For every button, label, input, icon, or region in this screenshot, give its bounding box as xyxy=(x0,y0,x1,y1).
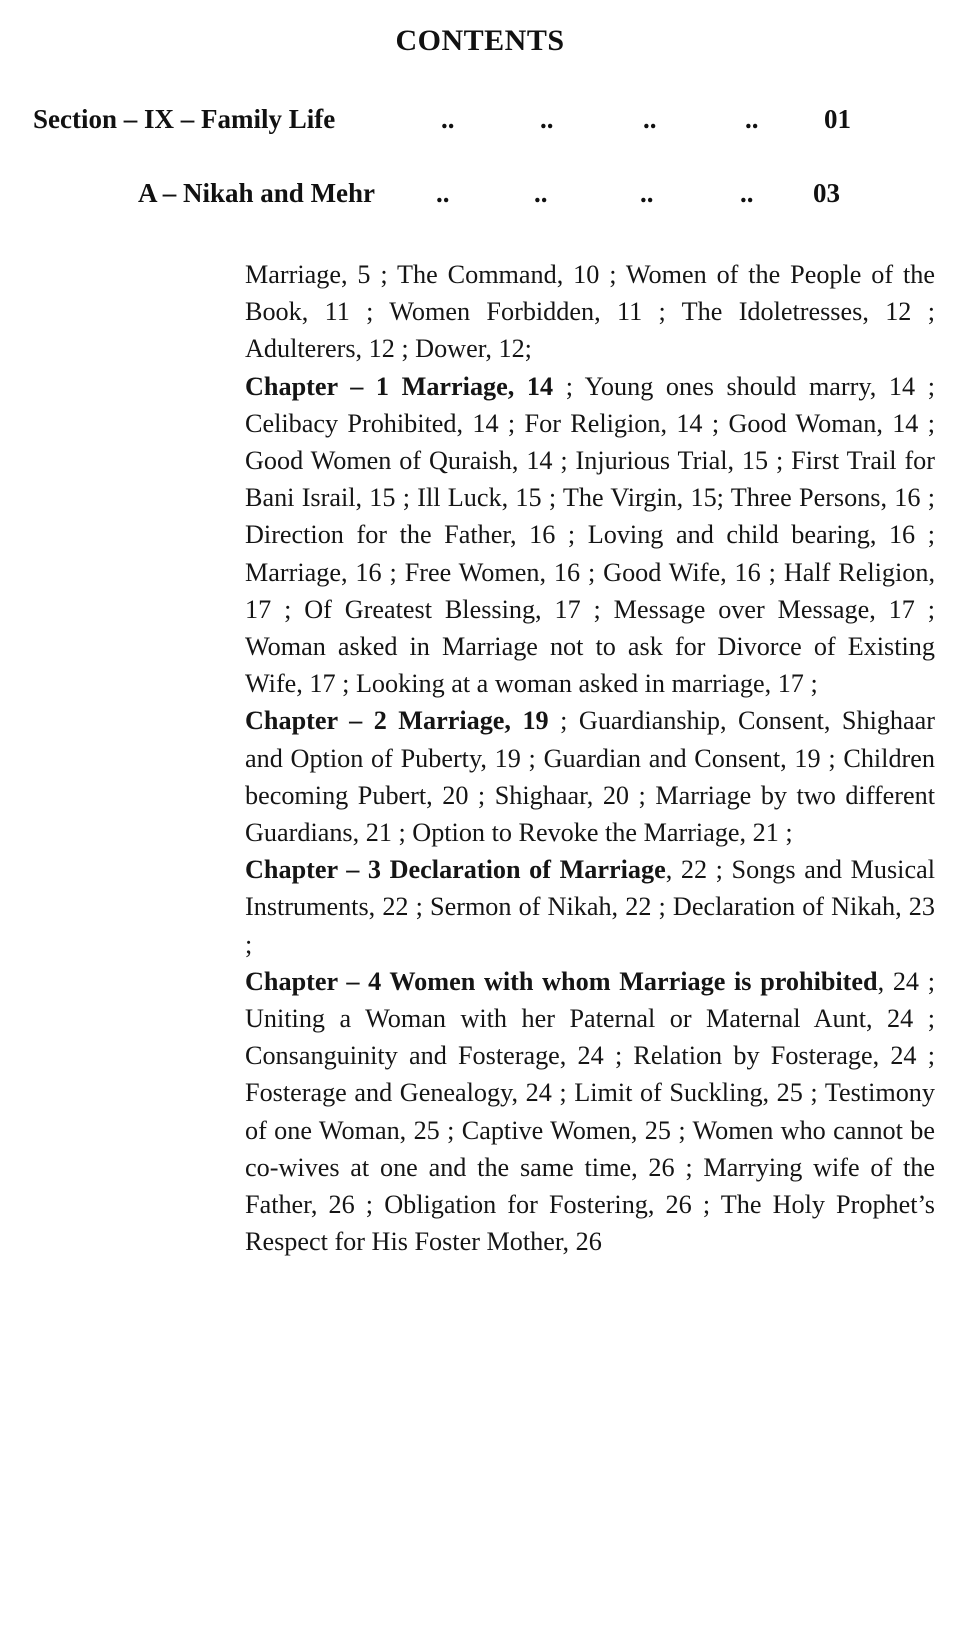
toc-dot-leader: .. xyxy=(740,178,754,208)
paragraph-text: Marriage, 5 ; The Command, 10 ; Women of the People of the Book, 11 ; Women Forbidden, 11 ; The Idoletresses, 12 ; Adulterers, 12 ; Dower, 12; xyxy=(245,260,935,364)
toc-dot-leader: .. xyxy=(640,178,654,208)
chapter-heading: Chapter – 3 Declaration of Marriage xyxy=(245,855,666,885)
toc-page-number: 03 xyxy=(813,178,840,208)
toc-dot-leader: .. xyxy=(540,104,554,134)
toc-dot-leader: .. xyxy=(436,178,450,208)
toc-dot-leader: .. xyxy=(745,104,759,134)
paragraph-text: ; Young ones should marry, 14 ; Celibacy Prohibited, 14 ; For Religion, 14 ; Good Woman, 14 ; Good Women of Quraish, 14 ; Injurious Trial, 15 ; First Trail for Bani Israil, 15 ; Ill Luck, 15 ; The Virgin, 15; Three Persons, 16 ; Direction for the Father, 16 ; Loving and child bearing, 16 ; Marriage, 16 ; Free Women, 16 ; Good Wife, 16 ; Half Religion, 17 ; Of Greatest Blessing, 17 ; Message over Message, 17 ; Woman asked in Marriage not to ask for Divorce of Existing Wife, 17 ; Looking at a woman asked in marriage, 17 ; xyxy=(245,371,935,699)
contents-paragraph-chapter-4 xyxy=(245,963,935,1261)
toc-dot-leader: .. xyxy=(643,104,657,134)
contents-paragraph-chapter-1 xyxy=(245,368,935,703)
chapter-heading: Chapter – 2 Marriage, 19 xyxy=(245,706,549,736)
contents-body xyxy=(245,256,935,1260)
chapter-heading: Chapter – 4 Women with whom Marriage is prohibited xyxy=(245,966,878,996)
contents-paragraph-chapter-2 xyxy=(245,702,935,851)
paragraph-text: , 22 ; Songs and Musical Instruments, 22 ; Sermon of Nikah, 22 ; Declaration of Nikah, 23 ; xyxy=(245,855,935,959)
toc-entry-label: Section – IX – Family Life xyxy=(33,104,336,134)
chapter-heading: Chapter – 1 Marriage, 14 xyxy=(245,371,554,401)
toc-dot-leader: .. xyxy=(441,104,455,134)
contents-paragraph-chapter-3 xyxy=(245,851,935,963)
toc-page-number: 01 xyxy=(824,104,851,134)
contents-paragraph xyxy=(245,256,935,368)
toc-entry-section-ix xyxy=(33,104,851,135)
paragraph-text: , 24 ; Uniting a Woman with her Paternal or Maternal Aunt, 24 ; Consanguinity and Fosterage, 24 ; Relation by Fosterage, 24 ; Fosterage and Genealogy, 24 ; Limit of Suckling, 25 ; Testimony of one Woman, 25 ; Captive Women, 25 ; Women who cannot be co-wives at one and the same time, 26 ; Marrying wife of the Father, 26 ; Obligation for Fostering, 26 ; The Holy Prophet’s Respect for His Foster Mother, 26 xyxy=(245,966,935,1257)
page-title: CONTENTS xyxy=(395,24,565,57)
toc-entry-label: A – Nikah and Mehr xyxy=(138,178,376,208)
toc-entry-nikah-and-mehr xyxy=(138,178,840,209)
paragraph-text: ; Guardianship, Consent, Shighaar and Option of Puberty, 19 ; Guardian and Consent, 19 ; Children becoming Pubert, 20 ; Shighaar, 20 ; Marriage by two different Guardians, 21 ; Option to Revoke the Marriage, 21 ; xyxy=(245,706,935,848)
toc-dot-leader: .. xyxy=(534,178,548,208)
